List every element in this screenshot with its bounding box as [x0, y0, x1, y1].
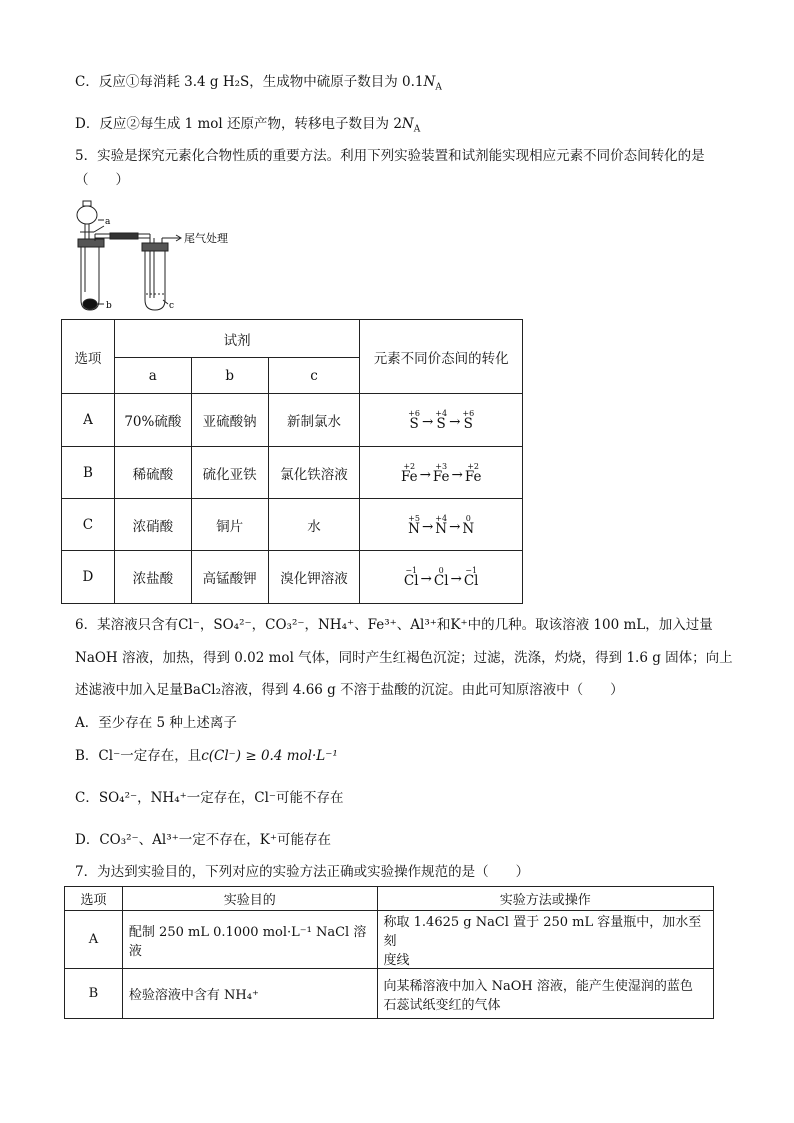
header-method: 实验方法或操作: [377, 887, 713, 911]
conversion-cell: +2 Fe → +3 Fe → +2 Fe: [360, 447, 523, 499]
tail-gas-label: 尾气处理: [184, 232, 228, 245]
header-option: 选项: [65, 887, 123, 911]
table-row: B 稀硫酸 硫化亚铁 氯化铁溶液 +2 Fe → +3 Fe → +2 Fe: [62, 447, 523, 499]
q7-table: [64, 886, 714, 1019]
q6-option-a: A．至少存在 5 种上述离子: [75, 715, 237, 731]
label-b: b: [106, 301, 112, 311]
conversion-cell: −1 Cl → 0 Cl → −1 Cl: [360, 551, 523, 604]
header-b: b: [191, 358, 268, 394]
funnel-stopper: [83, 201, 91, 206]
q6-option-c: C．SO₄²⁻，NH₄⁺一定存在，Cl⁻可能不存在: [75, 790, 344, 806]
table-row: D 浓盐酸 高锰酸钾 溴化钾溶液 −1 Cl → 0 Cl → −1 Cl: [62, 551, 523, 604]
funnel-bulb: [77, 206, 97, 224]
header-option: 选项: [62, 320, 115, 394]
q6-stem-line2: NaOH 溶液，加热，得到 0.02 mol 气体，同时产生红褐色沉淀；过滤，洗涤，灼烧，得到 1.6 g 固体；向上: [75, 650, 733, 666]
absorption-tube: [145, 251, 165, 310]
table-row: A 配制 250 mL 0.1000 mol·L⁻¹ NaCl 溶液 称取 1.4625 g NaCl 置于 250 mL 容量瓶中，加水至刻 度线: [65, 911, 714, 969]
header-purpose: 实验目的: [122, 887, 377, 911]
q6-option-d: D．CO₃²⁻、Al³⁺一定不存在，K⁺可能存在: [75, 832, 331, 848]
header-reagent: 试剂: [114, 320, 359, 358]
header-a: a: [114, 358, 191, 394]
experiment-apparatus: [70, 196, 270, 316]
q4-option-d: D．反应②每生成 1 mol 还原产物，转移电子数目为 $2N_A$: [75, 116, 421, 135]
q6-option-b: B．Cl⁻一定存在，且c(Cl⁻) ≥ 0.4 mol·L⁻¹: [75, 748, 338, 764]
label-c: c: [169, 301, 175, 311]
table-row: A 70%硫酸 亚硫酸钠 新制氯水 +6 S → +4 S → +6 S: [62, 394, 523, 447]
q4-option-c: C．反应①每消耗 3.4 g H₂S，生成物中硫原子数目为 $0.1N_A$: [75, 74, 442, 93]
table-row: C 浓硝酸 铜片 水 +5 N → +4 N → 0 N: [62, 499, 523, 551]
header-conversion: 元素不同价态间的转化: [360, 320, 523, 394]
label-a: a: [105, 217, 111, 227]
q5-table: [61, 319, 523, 604]
conversion-cell: +6 S → +4 S → +6 S: [360, 394, 523, 447]
q6-stem-line1: 6．某溶液只含有Cl⁻，SO₄²⁻，CO₃²⁻，NH₄⁺、Fe³⁺、Al³⁺和K⁺中的几种。取该溶液 100 mL，加入过量: [75, 617, 713, 633]
q5-stem: 5．实验是探究元素化合物性质的重要方法。利用下列实验装置和试剂能实现相应元素不同价态间转化的是: [75, 148, 705, 164]
q6-stem-line3: 述滤液中加入足量BaCl₂溶液，得到 4.66 g 不溶于盐酸的沉淀。由此可知原溶液中（ ）: [75, 682, 624, 698]
header-c: c: [268, 358, 360, 394]
q5-stem-bracket: （ ）: [75, 172, 129, 188]
table-row: B 检验溶液中含有 NH₄⁺ 向某稀溶液中加入 NaOH 溶液，能产生使湿润的蓝色 石蕊试纸变红的气体: [65, 969, 714, 1019]
conversion-cell: +5 N → +4 N → 0 N: [360, 499, 523, 551]
q7-stem: 7．为达到实验目的，下列对应的实验方法正确或实验操作规范的是（ ）: [75, 864, 530, 880]
